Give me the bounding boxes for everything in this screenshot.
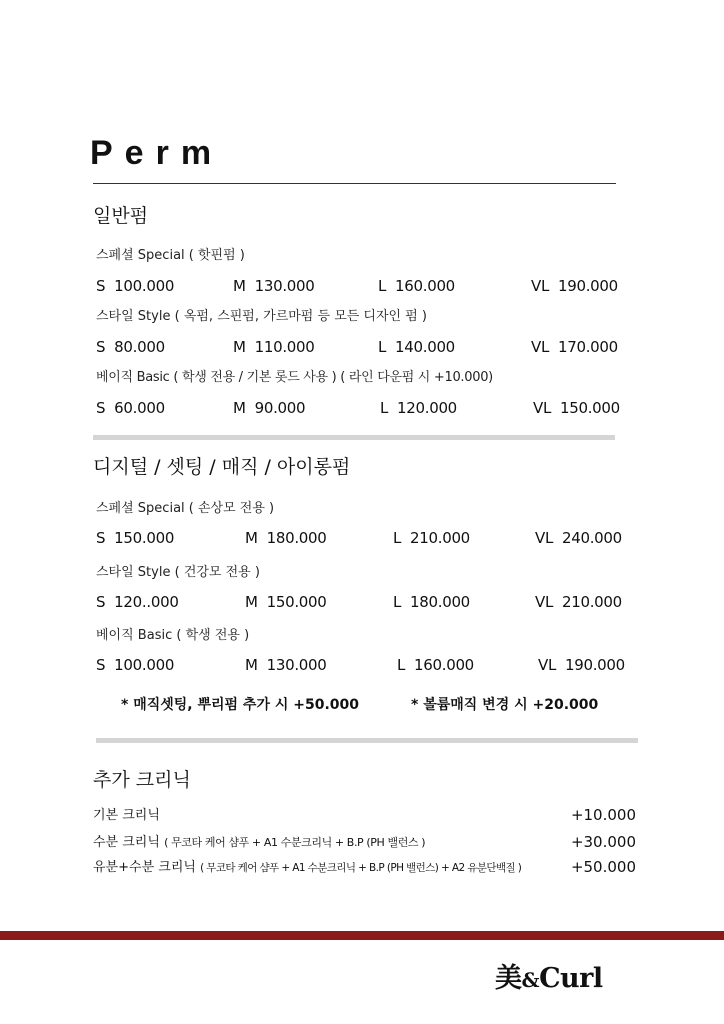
price-l: L 180.000 bbox=[393, 593, 470, 611]
clinic-item-price: +50.000 bbox=[570, 858, 636, 876]
price-vl: VL 210.000 bbox=[535, 593, 622, 611]
item-name: 스타일 Style bbox=[96, 309, 171, 324]
section-heading-regular-perm: 일반펌 bbox=[93, 205, 149, 227]
clinic-item-detail: ( 무코타 케어 샴푸 + A1 수분크리닉 + B.P (PH 밸런스) + A2 유분단백질 ) bbox=[200, 862, 522, 874]
section-divider bbox=[93, 435, 615, 440]
price-vl: VL 170.000 bbox=[531, 338, 618, 356]
price-l: L 140.000 bbox=[378, 338, 455, 356]
footer-accent-bar bbox=[0, 931, 724, 940]
item-name: 스페셜 Special bbox=[96, 248, 185, 263]
item-name: 스타일 Style bbox=[96, 565, 171, 580]
brand-logo: 美&Curl bbox=[495, 963, 603, 994]
item-note: ( 핫핀펌 ) bbox=[188, 248, 245, 263]
clinic-item-label: 기본 크리닉 bbox=[93, 808, 160, 823]
item-name: 베이직 Basic bbox=[96, 370, 170, 385]
price-m: M 130.000 bbox=[245, 656, 327, 674]
price-l: L 120.000 bbox=[380, 399, 457, 417]
item-note: ( 손상모 전용 ) bbox=[188, 501, 275, 516]
page-title: Perm bbox=[90, 134, 224, 172]
price-s: S 150.000 bbox=[96, 529, 175, 547]
item-name: 베이직 Basic bbox=[96, 628, 173, 643]
item-title bbox=[96, 369, 493, 387]
item-note: ( 학생 전용 / 기본 롯드 사용 ) ( 라인 다운펌 시 +10.000) bbox=[173, 370, 493, 385]
price-s: S 120..000 bbox=[96, 593, 179, 611]
price-s: S 60.000 bbox=[96, 399, 165, 417]
clinic-item-label: 유분+수분 크리닉 ( 무코타 케어 샴푸 + A1 수분크리닉 + B.P (PH 밸런스) + A2 유분단백질 ) bbox=[93, 860, 522, 875]
item-title bbox=[96, 627, 249, 645]
price-m: M 130.000 bbox=[233, 277, 315, 295]
price-vl: VL 190.000 bbox=[538, 656, 625, 674]
item-name: 스페셜 Special bbox=[96, 501, 185, 516]
price-m: M 110.000 bbox=[233, 338, 315, 356]
surcharge-note-volume-magic: * 볼륨매직 변경 시 +20.000 bbox=[411, 697, 599, 713]
price-l: L 210.000 bbox=[393, 529, 470, 547]
clinic-item-label: 수분 크리닉 ( 무코타 케어 샴푸 + A1 수분크리닉 + B.P (PH 밸런스 ) bbox=[93, 835, 426, 850]
price-vl: VL 190.000 bbox=[531, 277, 618, 295]
section-heading-clinic: 추가 크리닉 bbox=[93, 769, 191, 791]
price-s: S 100.000 bbox=[96, 656, 175, 674]
section-divider bbox=[96, 738, 638, 743]
price-s: S 100.000 bbox=[96, 277, 175, 295]
price-m: M 150.000 bbox=[245, 593, 327, 611]
item-note: ( 옥펌, 스핀펌, 가르마펌 등 모든 디자인 펌 ) bbox=[174, 309, 428, 324]
price-vl: VL 150.000 bbox=[533, 399, 620, 417]
section-heading-digital-perm: 디지털 / 셋팅 / 매직 / 아이롱펌 bbox=[93, 456, 351, 478]
title-rule bbox=[93, 183, 616, 184]
price-vl: VL 240.000 bbox=[535, 529, 622, 547]
price-m: M 180.000 bbox=[245, 529, 327, 547]
surcharge-note-magic-setting: * 매직셋팅, 뿌리펌 추가 시 +50.000 bbox=[121, 697, 360, 713]
price-l: L 160.000 bbox=[378, 277, 455, 295]
item-title bbox=[96, 500, 274, 518]
clinic-item-price: +30.000 bbox=[570, 833, 636, 851]
item-title bbox=[96, 564, 260, 582]
price-m: M 90.000 bbox=[233, 399, 306, 417]
item-note: ( 건강모 전용 ) bbox=[174, 565, 260, 580]
price-s: S 80.000 bbox=[96, 338, 165, 356]
item-title bbox=[96, 308, 427, 326]
item-title bbox=[96, 247, 245, 265]
item-note: ( 학생 전용 ) bbox=[176, 628, 250, 643]
clinic-item-detail: ( 무코타 케어 샴푸 + A1 수분크리닉 + B.P (PH 밸런스 ) bbox=[164, 836, 426, 849]
clinic-item-price: +10.000 bbox=[570, 806, 636, 824]
price-l: L 160.000 bbox=[397, 656, 474, 674]
